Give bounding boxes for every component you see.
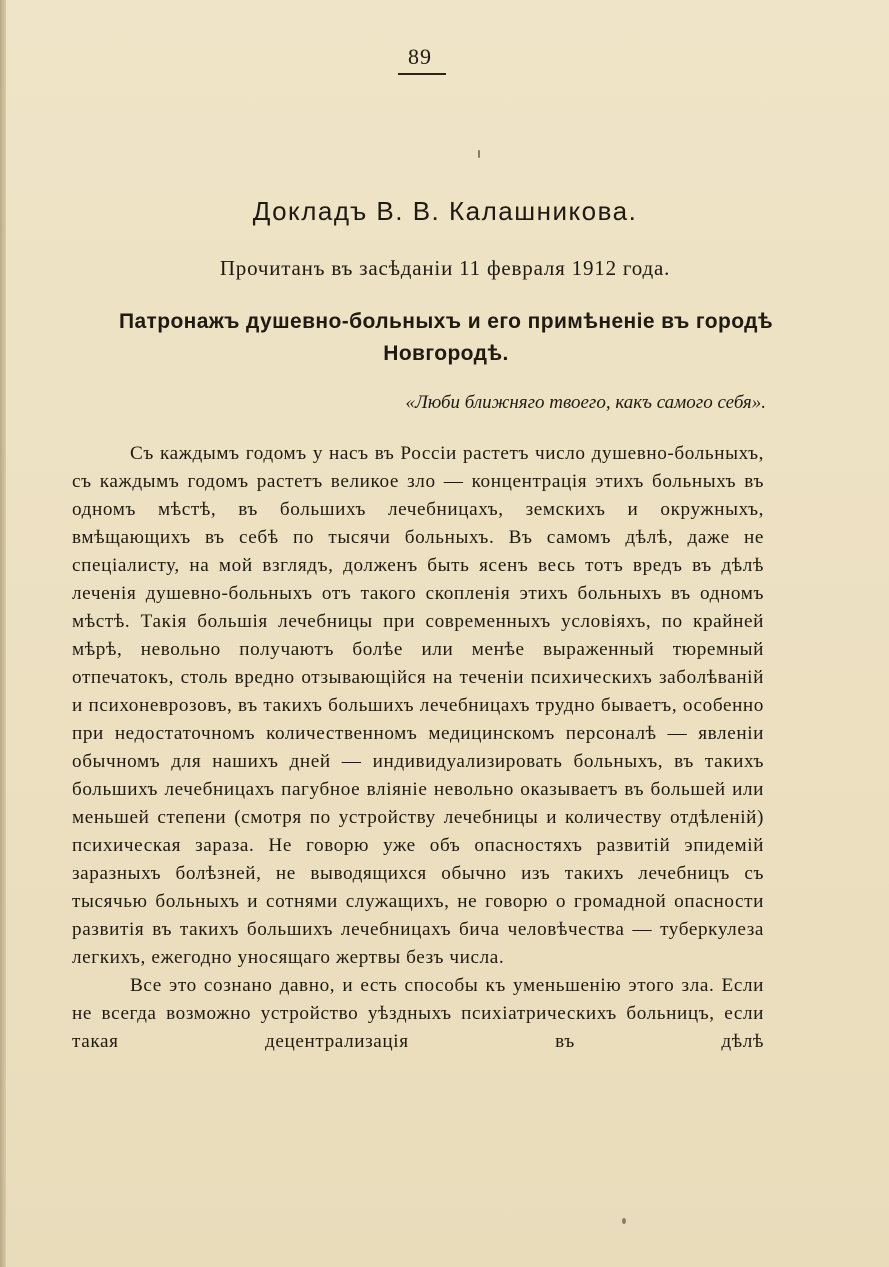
epigraph: «Люби ближняго твоего, какъ самого себя».	[405, 392, 766, 413]
paragraph-2: Все это сознано давно, и есть способы къ уменьшенiю этого зла. Если не всегда возможно устройство уѣздныхъ психiатрическихъ больницъ, если такая децентрализацiя въ дѣлѣ	[72, 975, 764, 1052]
paragraph-1: Съ каждымъ годомъ у насъ въ Россiи растетъ число душевно-больныхъ, съ каждымъ годомъ растетъ великое зло — концентрацiя этихъ больныхъ въ одномъ мѣстѣ, въ большихъ лечебницахъ, земскихъ и окружныхъ, вмѣщающихъ въ себѣ по тысячи больныхъ. Въ самомъ дѣлѣ, даже не спецiалисту, на мой взглядъ, долженъ быть ясенъ весь тотъ вредъ въ дѣлѣ леченiя душевно-больныхъ отъ такого скопленiя этихъ больныхъ въ одномъ мѣстѣ. Такiя большiя лечебницы при современныхъ условiяхъ, по крайней мѣрѣ, невольно получаютъ болѣе или менѣе выраженный тюремный отпечатокъ, столь вредно отзывающiйся на теченiи психическихъ заболѣванiй и психоневрозовъ, въ такихъ большихъ лечебницахъ трудно бываетъ, особенно при недостаточномъ количественномъ медицинскомъ персоналѣ — явленiи обычномъ для нашихъ дней — индивидуализировать больныхъ, въ такихъ большихъ лечебницахъ пагубное влiянiе невольно оказываетъ въ большей или меньшей степени (смотря по устройству лечебницы и количеству отдѣленiй) психическая зараза. Не говорю уже объ опасностяхъ развитiй эпидемiй заразныхъ болѣзней, не выводящихся обычно изъ такихъ лечебницъ съ тысячью больныхъ и сотнями служащихъ, не говорю о громадной опасности развитiя въ такихъ большихъ лечебницахъ бича человѣчества — туберкулеза легкихъ, ежегодно уносящаго жертвы безъ числа.	[72, 443, 764, 968]
ink-speck	[622, 1218, 626, 1224]
page-number: 89	[408, 44, 432, 69]
ink-speck	[478, 150, 480, 158]
report-title: Докладъ В. В. Калашникова.	[252, 196, 638, 226]
page-edge	[0, 0, 6, 1267]
section-heading: Патронажъ душевно-больныхъ и его примѣненiе въ городѣ Новгородѣ.	[118, 310, 774, 365]
page-number-rule	[398, 73, 446, 75]
body-text	[72, 440, 764, 1056]
report-subtitle: Прочитанъ въ засѣданiи 11 февраля 1912 года.	[219, 256, 671, 280]
